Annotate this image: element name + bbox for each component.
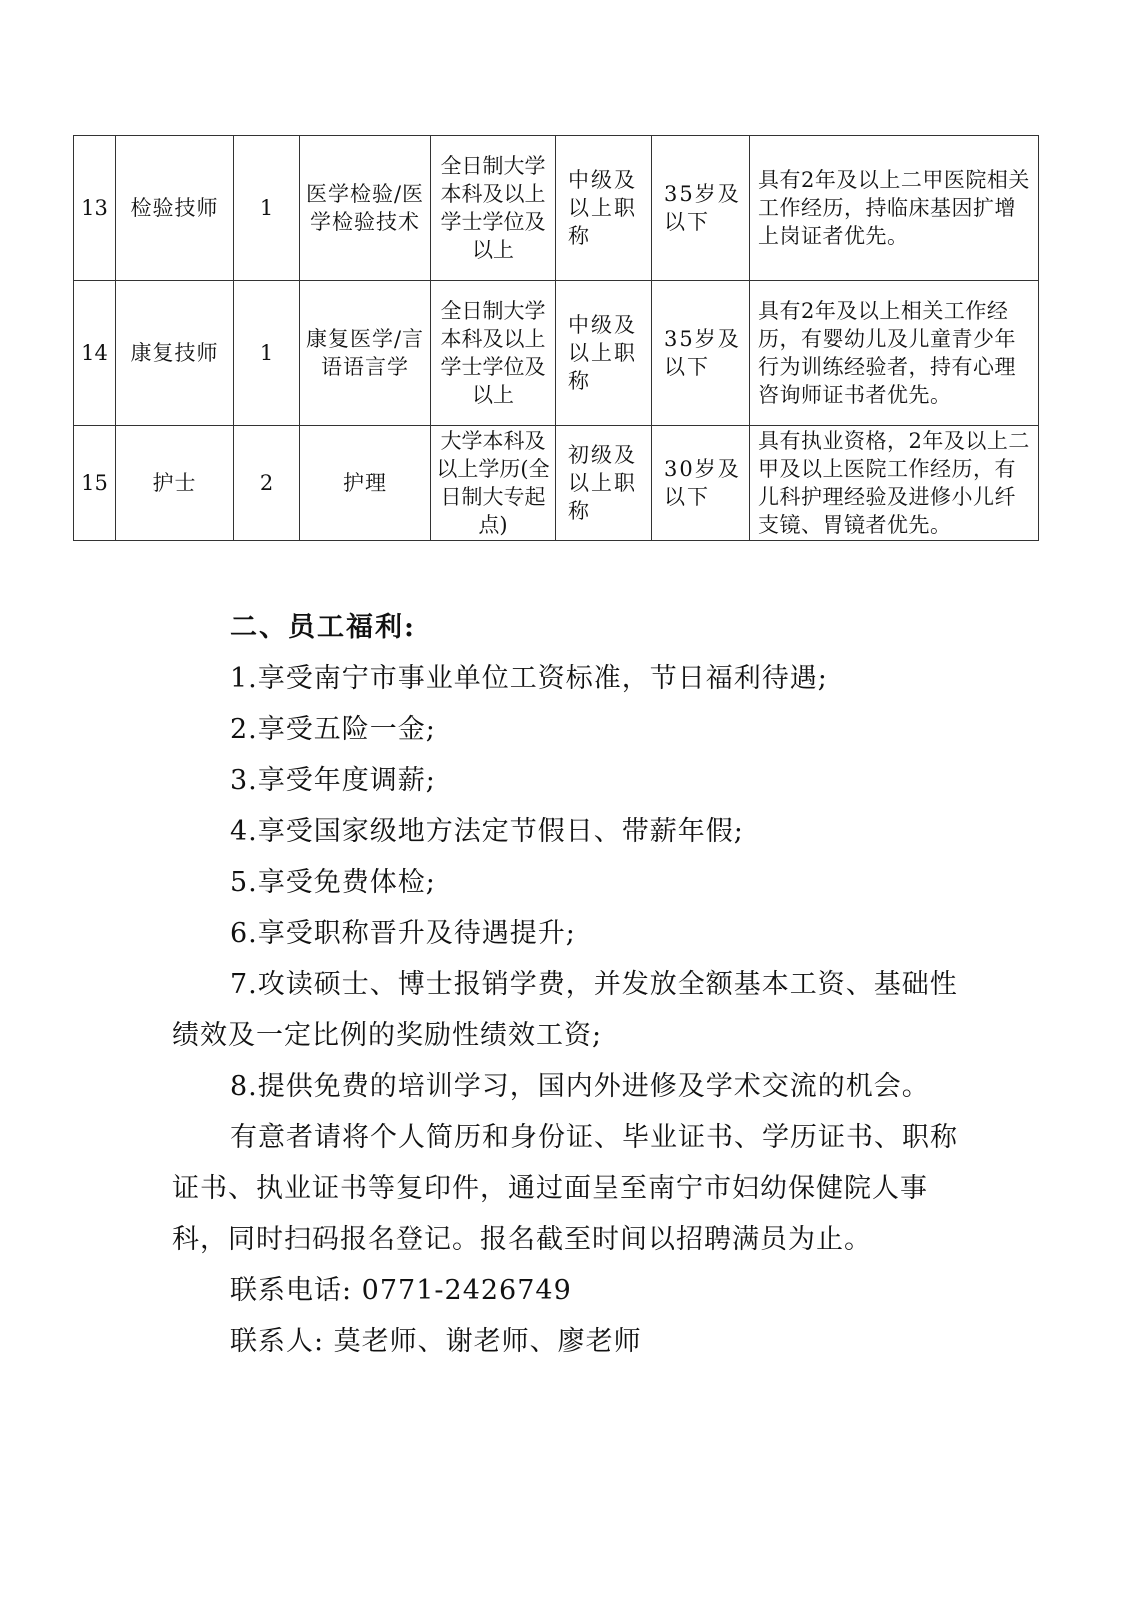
age-requirement: 35岁及以下 (652, 281, 750, 426)
benefit-item: 3.享受年度调薪; (230, 765, 436, 796)
contact-persons: 联系人: 莫老师、谢老师、廖老师 (230, 1326, 642, 1357)
position-title: 康复技师 (116, 281, 234, 426)
age-requirement: 30岁及以下 (652, 426, 750, 541)
other-requirements: 具有2年及以上相关工作经历，有婴幼儿及儿童青少年行为训练经验者，持有心理咨询师证书者优先。 (750, 281, 1039, 426)
benefit-item: 7.攻读硕士、博士报销学费，并发放全额基本工资、基础性绩效及一定比例的奖励性绩效工资; (172, 969, 958, 1051)
position-title: 护士 (116, 426, 234, 541)
headcount: 1 (234, 281, 300, 426)
row-number: 14 (74, 281, 116, 426)
major-requirement: 护理 (300, 426, 431, 541)
contact-phone: 联系电话: 0771-2426749 (230, 1275, 572, 1306)
other-requirements: 具有执业资格，2年及以上二甲及以上医院工作经历，有儿科护理经验及进修小儿纤支镜、胃镜者优先。 (750, 426, 1039, 541)
major-requirement: 医学检验/医学检验技术 (300, 136, 431, 281)
headcount: 2 (234, 426, 300, 541)
recruitment-table (73, 135, 1039, 541)
education-requirement: 全日制大学本科及以上学士学位及以上 (431, 136, 556, 281)
headcount: 1 (234, 136, 300, 281)
age-requirement: 35岁及以下 (652, 136, 750, 281)
major-requirement: 康复医学/言语语言学 (300, 281, 431, 426)
title-requirement: 中级及以上职称 (556, 281, 652, 426)
table-row (74, 426, 1039, 541)
benefit-item: 5.享受免费体检; (230, 867, 436, 898)
education-requirement: 全日制大学本科及以上学士学位及以上 (431, 281, 556, 426)
row-number: 13 (74, 136, 116, 281)
position-title: 检验技师 (116, 136, 234, 281)
benefit-item: 1.享受南宁市事业单位工资标准，节日福利待遇; (230, 663, 828, 694)
benefit-item: 2.享受五险一金; (230, 714, 436, 745)
benefits-section (172, 602, 972, 1367)
table-row (74, 136, 1039, 281)
other-requirements: 具有2年及以上二甲医院相关工作经历，持临床基因扩增上岗证者优先。 (750, 136, 1039, 281)
section-heading: 二、员工福利: (230, 612, 416, 643)
application-instructions: 有意者请将个人简历和身份证、毕业证书、学历证书、职称证书、执业证书等复印件，通过面呈至南宁市妇幼保健院人事科，同时扫码报名登记。报名截至时间以招聘满员为止。 (172, 1122, 958, 1255)
education-requirement: 大学本科及以上学历(全日制大专起点) (431, 426, 556, 541)
title-requirement: 初级及以上职称 (556, 426, 652, 541)
title-requirement: 中级及以上职称 (556, 136, 652, 281)
benefit-item: 6.享受职称晋升及待遇提升; (230, 918, 576, 949)
table-row (74, 281, 1039, 426)
benefit-item: 4.享受国家级地方法定节假日、带薪年假; (230, 816, 744, 847)
row-number: 15 (74, 426, 116, 541)
benefit-item: 8.提供免费的培训学习，国内外进修及学术交流的机会。 (230, 1071, 930, 1102)
